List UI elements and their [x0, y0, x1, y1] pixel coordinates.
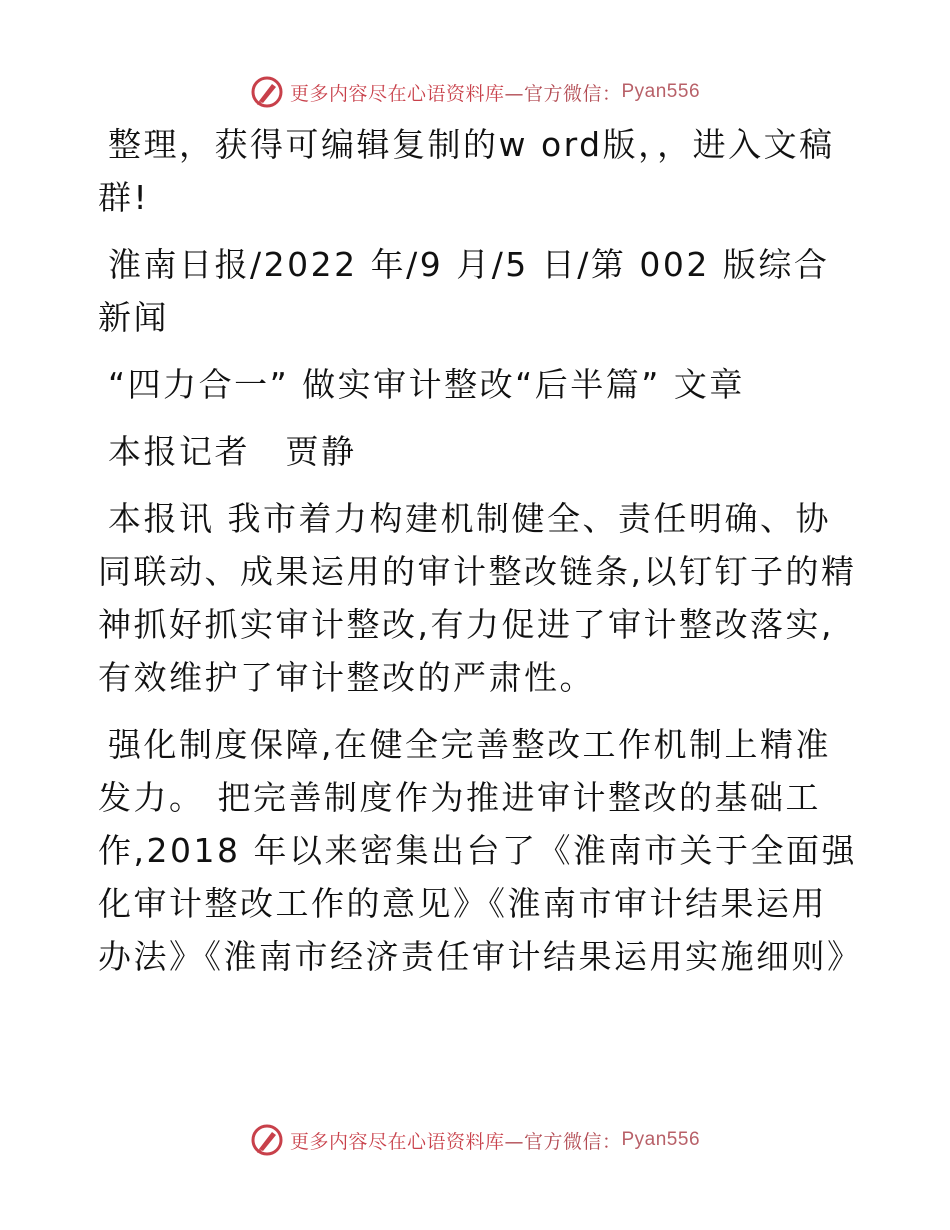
- header-banner-text: 更多内容尽在心语资料库: [289, 82, 505, 105]
- byline: 本报记者 贾静: [108, 432, 357, 471]
- pen-logo-icon: [250, 75, 284, 109]
- header-banner-wechat-id: Pyan556: [621, 81, 701, 102]
- footer-banner-text: 更多内容尽在心语资料库: [289, 1130, 505, 1153]
- header-banner-wechat-label: —官方微信：: [504, 82, 622, 105]
- pen-logo-icon: [250, 1123, 284, 1157]
- article-title: “四力合一” 做实审计整改“后半篇” 文章: [108, 365, 745, 404]
- source-line: 淮南日报/2022 年/9 月/5 日/第 002 版综合新闻: [98, 245, 830, 337]
- footer-banner-wechat-label: —官方微信：: [504, 1130, 622, 1153]
- body-paragraph: 本报讯 我市着力构建机制健全、责任明确、协同联动、成果运用的审计整改链条,以钉钉子的精神抓好抓实审计整改,有力促进了审计整改落实,有效维护了审计整改的严肃性。: [98, 499, 857, 697]
- footer-banner: [0, 1120, 950, 1160]
- header-banner: [0, 72, 950, 112]
- document-body: [98, 118, 863, 997]
- body-paragraph: 强化制度保障,在健全完善整改工作机制上精准发力。 把完善制度作为推进审计整改的基础工作,2018 年以来密集出台了《淮南市关于全面强化审计整改工作的意见》《淮南市审计结果运用办法》《淮南市经济责任审计结果运用实施细则》: [98, 725, 863, 976]
- footer-banner-wechat-id: Pyan556: [621, 1129, 701, 1150]
- intro-paragraph: 整理，获得可编辑复制的w ord版，，进入文稿群!: [98, 125, 835, 217]
